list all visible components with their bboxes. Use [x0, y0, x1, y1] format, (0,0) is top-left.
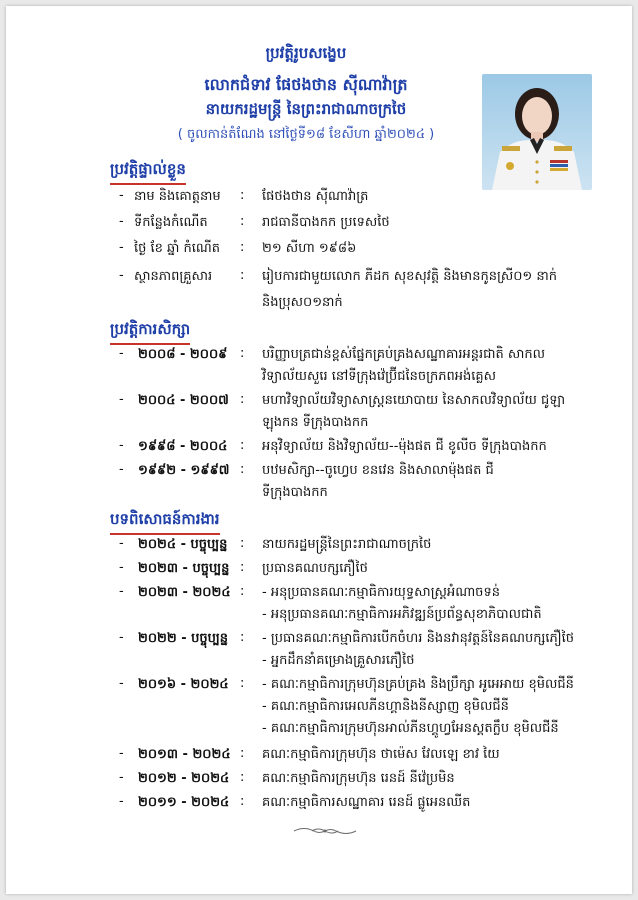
career-detail: - គណៈកម្មាធិការអេលភីនហ្គានិងនីស្សាញ ខុមិលជីនី	[262, 699, 509, 714]
personal-value-name: ផែថងថាន ស៊ីណាវ៉ាត្រ	[262, 189, 369, 204]
colon: :	[240, 346, 245, 361]
personal-value-birthplace: រាជធានីបាងកក ប្រទេសថៃ	[262, 215, 390, 230]
colon: :	[240, 438, 245, 453]
career-detail: - គណៈកម្មាធិការក្រុមហ៊ុនអាល់ភីនហ្គូហ្វអែនស្គតក្លឹប ខុមិលជីនី	[262, 721, 559, 736]
list-bullet: -	[119, 584, 124, 599]
list-bullet: -	[119, 268, 124, 283]
list-bullet: -	[119, 676, 124, 691]
career-years: ២០១១ - ២០២៤	[138, 795, 230, 810]
section-education-title: ប្រវត្តិការសិក្សា	[110, 320, 190, 342]
education-detail: អនុវិទ្យាល័យ និងវិទ្យាល័យ--ម៉ុងផត ជី ខូលីច ទីក្រុងបាងកក	[262, 439, 547, 454]
education-years: ២០០៨ - ២០០៩	[138, 347, 228, 362]
colon: :	[240, 560, 245, 575]
career-detail: គណៈកម្មាធិការក្រុមហ៊ុន ថាម៉េស វែលឡេ ខាវ យៃ	[262, 747, 500, 762]
portrait-photo	[482, 74, 592, 190]
ornament-divider	[292, 824, 358, 838]
education-detail-cont: ឡុងកន ទីក្រុងបាងកក	[262, 415, 369, 430]
list-bullet: -	[119, 770, 124, 785]
colon: :	[240, 584, 245, 599]
personal-label-birthplace: ទីកន្លែងកំណើត	[134, 215, 208, 230]
person-name: លោកជំទាវ ផែថងថាន ស៊ីណាវ៉ាត្រ	[204, 75, 408, 94]
list-bullet: -	[119, 346, 124, 361]
list-bullet: -	[119, 630, 124, 645]
career-detail: - អនុប្រធានគណៈកម្មាធិការយុទ្ធសាស្ត្រអំណាចទន់	[262, 585, 500, 600]
education-detail: បរិញ្ញាបត្រជាន់ខ្ពស់ផ្នែកគ្រប់គ្រងសណ្ឋាគារអន្តរជាតិ សាកល	[262, 347, 546, 362]
colon: :	[240, 240, 245, 255]
career-detail: គណៈកម្មាធិការសណ្ឋាគារ រេនដ៍ ផ្លូអេនឈីត	[262, 795, 471, 810]
education-years: ១៩៩៨ - ២០០៤	[138, 439, 228, 454]
list-bullet: -	[119, 438, 124, 453]
list-bullet: -	[119, 462, 124, 477]
colon: :	[240, 676, 245, 691]
position-title: នាយករដ្ឋមន្ត្រី នៃព្រះរាជាណាចក្រថៃ	[205, 100, 407, 118]
career-detail: ប្រធានគណបក្សភឿថៃ	[262, 561, 368, 576]
career-detail: - អ្នកដឹកនាំគម្រោងគ្រួសារភឿថៃ	[262, 653, 415, 668]
colon: :	[240, 188, 245, 203]
colon: :	[240, 268, 245, 283]
career-years: ២០២២ - បច្ចុប្បន្ន	[138, 631, 229, 646]
career-detail: នាយករដ្ឋមន្ត្រីនៃព្រះរាជាណាចក្រថៃ	[262, 537, 432, 552]
term-start: ( ចូលកាន់តំណែង នៅថ្ងៃទី១៨ ខែសីហា ឆ្នាំ២០២៤ )	[177, 127, 435, 142]
career-detail: - គណៈកម្មាធិការក្រុមហ៊ុនគ្រប់គ្រង និងប្រឹក្សា អូអេអាយ ខុមិលជីនី	[262, 677, 574, 692]
career-detail: - អនុប្រធានគណៈកម្មាធិការអភិវឌ្ឍន៍ប្រព័ន្ធសុខាភិបាលជាតិ	[262, 607, 542, 622]
list-bullet: -	[119, 536, 124, 551]
education-detail: មហាវិទ្យាល័យវិទ្យាសាស្ត្រនយោបាយ នៃសាកលវិទ្យាល័យ ជូឡា	[262, 393, 566, 408]
list-bullet: -	[119, 746, 124, 761]
personal-label-dob: ថ្ងៃ ខែ ឆ្នាំ កំណើត	[134, 241, 221, 256]
education-detail: បឋមសិក្សា--ចូហ្វេប ខនវេន និងសាលាម៉ុងផត ជី	[262, 463, 494, 478]
career-years: ២០១៣ - ២០២៤	[138, 747, 231, 762]
list-bullet: -	[119, 392, 124, 407]
education-years: ២០០៤ - ២០០៧	[138, 393, 229, 408]
document-page	[6, 6, 632, 894]
personal-label-family: ស្ថានភាពគ្រួសារ	[134, 269, 213, 284]
education-years: ១៩៩២ - ១៩៩៧	[138, 463, 230, 478]
career-years: ២០១៦ - ២០២៤	[138, 677, 229, 692]
education-detail-cont: ទីក្រុងបាងកក	[262, 485, 328, 500]
list-bullet: -	[119, 240, 124, 255]
career-years: ២០២៣ - ២០២៤	[138, 585, 231, 600]
list-bullet: -	[119, 794, 124, 809]
colon: :	[240, 770, 245, 785]
personal-value-family-cont: និងប្រុស០១នាក់	[262, 295, 343, 310]
colon: :	[240, 630, 245, 645]
personal-label-name: នាម និងគោត្តនាម	[134, 189, 221, 204]
colon: :	[240, 462, 245, 477]
personal-value-family: រៀបការជាមួយលោក ភីដក សុខសុវត្តិ និងមានកូនស្រី០១ នាក់	[262, 269, 558, 284]
list-bullet: -	[119, 560, 124, 575]
career-years: ២០២៤ - បច្ចុប្បន្ន	[138, 537, 228, 552]
career-detail: - ប្រធានគណៈកម្មាធិការបើកចំហរ និងនវានុវត្តន៍នៃគណបក្សភឿថៃ	[262, 631, 574, 646]
section-career-title: បទពិសោធន៍ការងារ	[110, 510, 220, 532]
doc-title: ប្រវត្តិរូបសង្ខេប	[265, 44, 347, 62]
colon: :	[240, 746, 245, 761]
career-years: ២០២៣ - បច្ចុប្បន្ន	[138, 561, 230, 576]
list-bullet: -	[119, 188, 124, 203]
colon: :	[240, 214, 245, 229]
section-personal-title: ប្រវត្តិផ្ទាល់ខ្លួន	[110, 160, 186, 182]
career-detail: គណៈកម្មាធិការក្រុមហ៊ុន រេនដ៍ នីវ៉េប្រមិន	[262, 771, 455, 786]
colon: :	[240, 794, 245, 809]
education-detail-cont: វិទ្យាល័យសួរេ នៅទីក្រុងវ៉េប្រ៊ីជនៃចក្រភពអង់គ្លេស	[262, 369, 496, 384]
colon: :	[240, 392, 245, 407]
colon: :	[240, 536, 245, 551]
personal-value-dob: ២១ សីហា ១៩៨៦	[262, 241, 357, 256]
career-years: ២០១២ - ២០២៤	[138, 771, 230, 786]
list-bullet: -	[119, 214, 124, 229]
